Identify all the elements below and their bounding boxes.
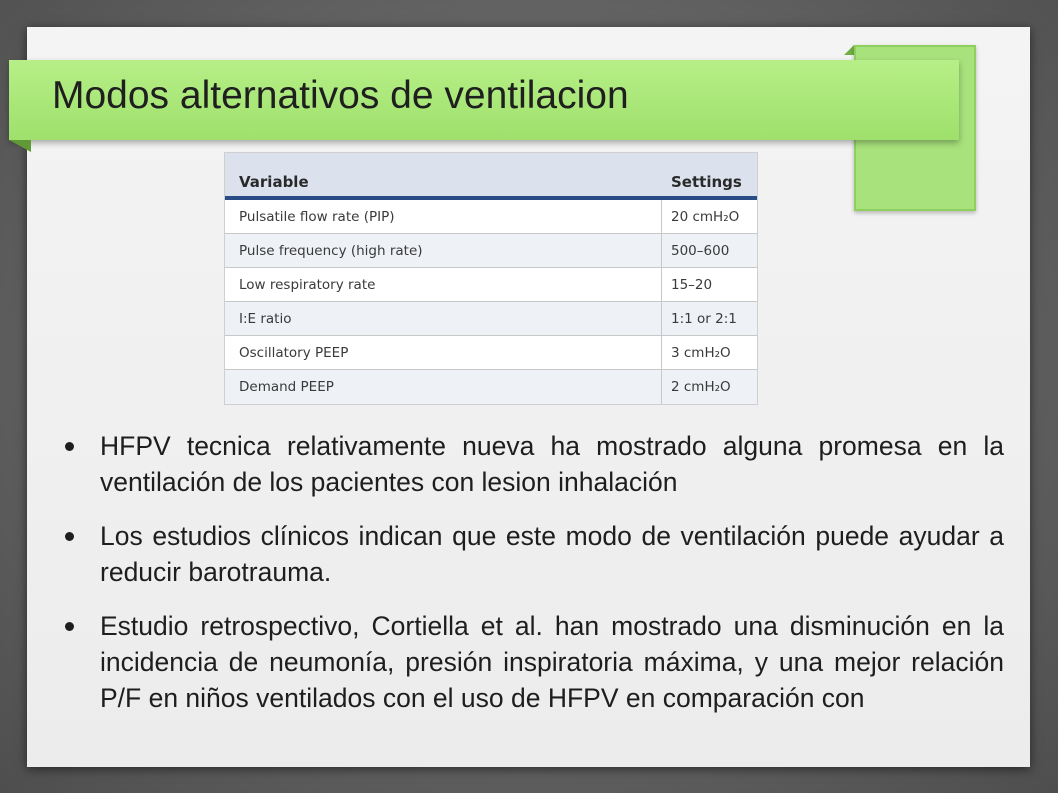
cell-settings: 20 cmH₂O (671, 209, 740, 225)
table-row (225, 200, 757, 234)
header-settings: Settings (671, 173, 742, 191)
table-row (225, 268, 757, 302)
cell-variable: I:E ratio (239, 311, 292, 327)
table-row (225, 336, 757, 370)
slide-title: Modos alternativos de ventilacion (52, 74, 629, 117)
table-row (225, 234, 757, 268)
cell-settings: 1:1 or 2:1 (671, 311, 737, 327)
settings-table (224, 152, 758, 405)
table-row (225, 370, 757, 404)
table-header-row (225, 153, 757, 200)
bullet-list (64, 428, 1004, 734)
bullet-dot (65, 442, 74, 451)
bullet-item (64, 428, 1004, 500)
cell-variable: Low respiratory rate (239, 277, 376, 293)
cell-variable: Pulsatile flow rate (PIP) (239, 209, 395, 225)
cell-variable: Pulse frequency (high rate) (239, 243, 423, 259)
cell-settings: 2 cmH₂O (671, 379, 731, 395)
cell-settings: 3 cmH₂O (671, 345, 731, 361)
decorative-fold (844, 45, 854, 55)
bullet-dot (65, 622, 74, 631)
bullet-text: HFPV tecnica relativamente nueva ha mostrado alguna promesa en la ventilación de los pacientes con lesion inhalación (100, 431, 1004, 497)
bullet-text: Los estudios clínicos indican que este modo de ventilación puede ayudar a reducir barotrauma. (100, 521, 1004, 587)
bullet-item (64, 608, 1004, 716)
header-variable: Variable (239, 173, 309, 191)
table-column-divider (661, 200, 662, 404)
cell-settings: 500–600 (671, 243, 730, 259)
title-band-fold (9, 140, 31, 152)
cell-settings: 15–20 (671, 277, 713, 293)
bullet-dot (65, 532, 74, 541)
bullet-text: Estudio retrospectivo, Cortiella et al. han mostrado una disminución en la incidencia de neumonía, presión inspiratoria máxima, y una mejor relación P/F en niños ventilados con el uso de HFPV en comparación con (100, 611, 1004, 713)
bullet-item (64, 518, 1004, 590)
cell-variable: Oscillatory PEEP (239, 345, 349, 361)
cell-variable: Demand PEEP (239, 379, 334, 395)
table-row (225, 302, 757, 336)
